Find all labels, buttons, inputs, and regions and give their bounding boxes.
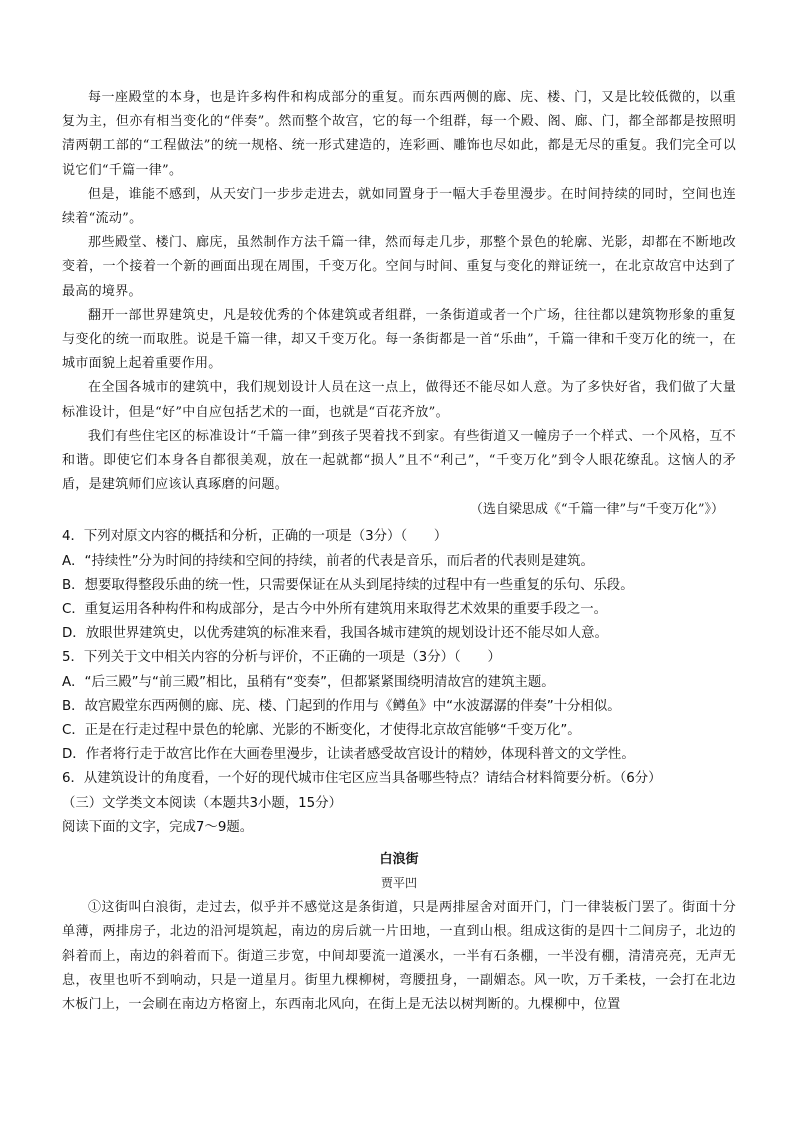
question-stem: 6．从建筑设计的角度看，一个好的现代城市住宅区应当具备哪些特点？请结合材料简要分析。（6分） <box>62 771 662 787</box>
passage-paragraph: 在全国各城市的建筑中，我们规划设计人员在这一点上，做得还不能尽如人意。为了多快好省，我们做了大量标准设计，但是“好”中自应包括艺术的一面，也就是“百花齐放”。 <box>62 380 736 420</box>
option-b: B．想要取得整段乐曲的统一性，只需要保证在从头到尾持续的过程中有一些重复的乐句、乐段。 <box>62 577 634 593</box>
section-heading: （三）文学类文本阅读（本题共3小题，15分） <box>62 795 342 811</box>
passage-paragraph: 每一座殿堂的本身，也是许多构件和构成部分的重复。而东西两侧的廊、庑、楼、门，又是比较低微的，以重复为主，但亦有相当变化的“伴奏”。然而整个故宫，它的每一个组群，每一个殿、阁、廊、门，都全部都是按照明清两朝工部的“工程做法”的统一规格、统一形式建造的，连彩画、雕饰也尽如此，都是无尽的重复。我们完全可以说它们“千篇一律”。 <box>62 90 736 178</box>
exam-page <box>62 86 736 1017</box>
option-c: C．正是在行走过程中景色的轮廓、光影的不断变化，才使得北京故宫能够“千变万化”。 <box>62 723 581 739</box>
passage-paragraph: 那些殿堂、楼门、廊庑，虽然制作方法千篇一律，然而每走几步，那整个景色的轮廓、光影，却都在不断地改变着，一个接着一个新的画面出现在周围，千变万化。空间与时间、重复与变化的辩证统一，在北京故宫中达到了最高的境界。 <box>62 235 736 299</box>
question-5 <box>62 646 736 767</box>
option-d: D．作者将行走于故宫比作在大画卷里漫步，让读者感受故宫设计的精妙，体现科普文的文学性。 <box>62 747 635 763</box>
question-6 <box>62 767 736 791</box>
passage-paragraph: 我们有些住宅区的标准设计“千篇一律”到孩子哭着找不到家。有些街道又一幢房子一个样式、一个风格，互不和谐。即使它们本身各自都很美观，放在一起就都“损人”且不“利己”，“千变万化”到令人眼花缭乱。这恼人的矛盾，是建筑师们应该认真琢磨的问题。 <box>62 428 736 493</box>
story-paragraph: ①这街叫白浪街，走过去，似乎并不感觉这是条街道，只是两排屋舍对面开门，门一律装板门罢了。街面十分单薄，两排房子，北边的沿河堤筑起，南边的房后就一片田地，一直到山根。组成这街的是四十二间房子，北边的斜着而上，南边的斜着而下。街道三步宽，中间却要流一道溪水，一半有石条棚，一半没有棚，清清亮亮，无声无息，夜里也听不到响动，只是一道星月。街里九棵柳树，弯腰扭身，一副媚态。风一吹，万千柔枝，一会打在北边木板门上，一会刷在南边方格窗上，东西南北风向，在街上是无法以树判断的。九棵柳中，位置 <box>62 900 736 1012</box>
passage-source: （选自梁思成《“千篇一律”与“千变万化”》） <box>469 502 724 518</box>
option-c: C．重复运用各种构件和构成部分，是古今中外所有建筑用来取得艺术效果的重要手段之一。 <box>62 602 607 618</box>
option-a: A．“后三殿”与“前三殿”相比，虽稍有“变奏”，但都紧紧围绕明清故宫的建筑主题。 <box>62 674 555 690</box>
passage-paragraph: 但是，谁能不感到，从天安门一步步走进去，就如同置身于一幅大手卷里漫步。在时间持续的同时，空间也连续着“流动”。 <box>62 186 736 227</box>
section-instruction: 阅读下面的文字，完成7～9题。 <box>62 819 254 835</box>
passage <box>62 86 736 522</box>
story-author: 贾平凹 <box>380 876 417 891</box>
option-a: A．“持续性”分为时间的持续和空间的持续，前者的代表是音乐，而后者的代表则是建筑。 <box>62 553 594 569</box>
story-title: 白浪街 <box>379 852 419 868</box>
option-b: B．故宫殿堂东西两侧的廊、庑、楼、门起到的作用与《鳟鱼》中“水波潺潺的伴奏”十分相似。 <box>62 698 621 714</box>
passage-paragraph: 翻开一部世界建筑史，凡是较优秀的个体建筑或者组群，一条街道或者一个广场，往往都以建筑物形象的重复与变化的统一而取胜。说是千篇一律，却又千变万化。每一条街都是一首“乐曲”，千篇一律和千变万化的统一，在城市面貌上起着重要作用。 <box>62 307 736 372</box>
story <box>62 848 736 1017</box>
option-d: D．放眼世界建筑史，以优秀建筑的标准来看，我国各城市建筑的规划设计还不能尽如人意。 <box>62 626 608 642</box>
question-4 <box>62 525 736 646</box>
question-stem: 5．下列关于文中相关内容的分析与评价，不正确的一项是（3分）（ ） <box>62 650 501 666</box>
question-stem: 4．下列对原文内容的概括和分析，正确的一项是（3分）（ ） <box>62 529 448 545</box>
